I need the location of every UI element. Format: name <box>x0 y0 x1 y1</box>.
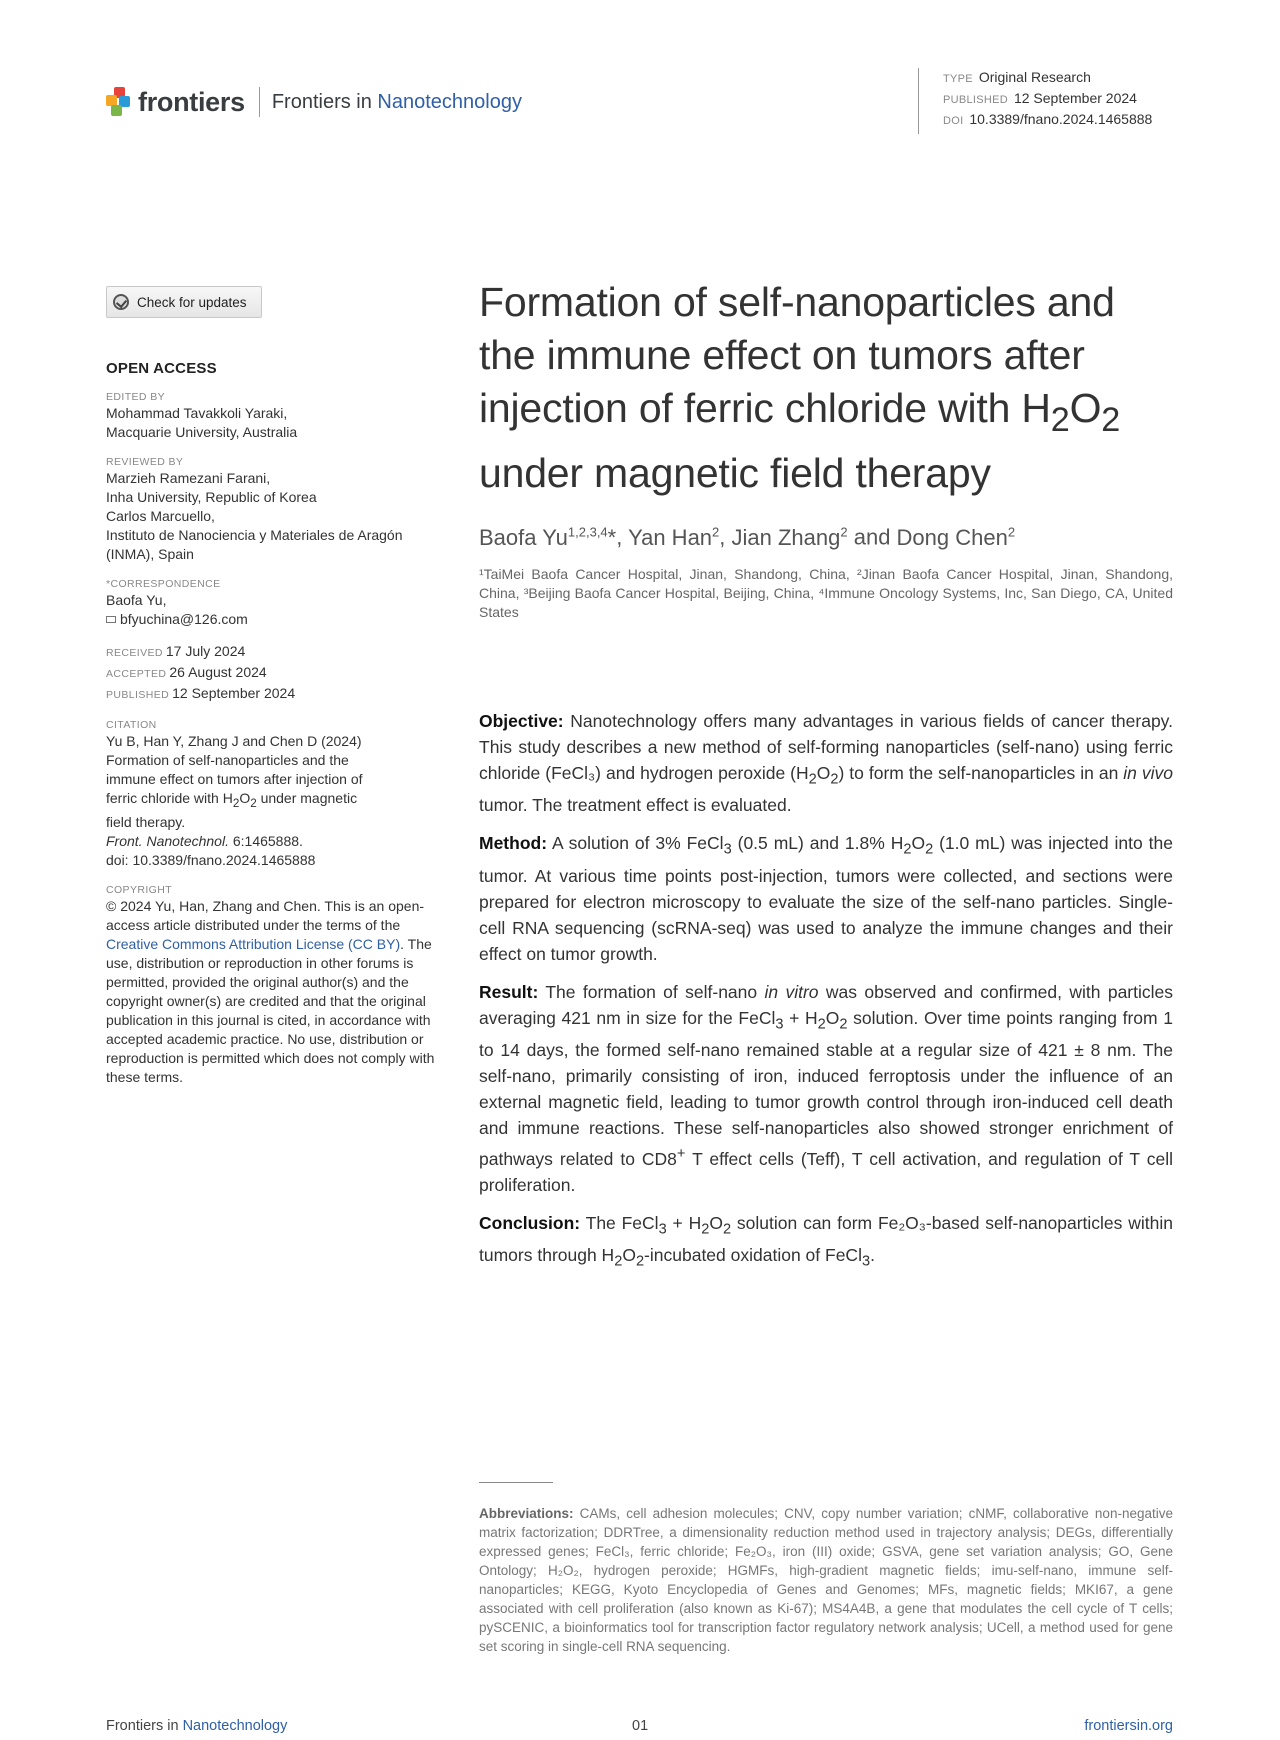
copyright-block <box>106 883 436 1087</box>
citation-line: Formation of self-nanoparticles and the <box>106 752 349 768</box>
doi-value[interactable]: 10.3389/fnano.2024.1465888 <box>969 111 1153 127</box>
citation-journal: Front. Nanotechnol. <box>106 832 229 849</box>
copyright-part: . The use, distribution or reproduction in other forums is permitted, provided the original author(s) and the copyright owner(s) are credited and that the original publication in this journal is cited, in accordance with accepted academic practice. No use, distribution or reproduction is permitted which does not comply with these terms. <box>106 935 435 1085</box>
abstract-italic: in vivo <box>1123 762 1173 783</box>
footer-journal-prefix: Frontiers in <box>106 1718 183 1734</box>
abbreviations <box>479 1504 1173 1656</box>
citation-doi[interactable]: doi: 10.3389/fnano.2024.1465888 <box>106 851 316 868</box>
subscript: 3 <box>658 1221 667 1238</box>
abstract-text: solution. Over time points ranging from 1 to 14 days, the formed self-nano remained stable at a regular size of 421 <box>479 1007 1173 1061</box>
article-main <box>479 276 1173 1287</box>
abstract-conclusion: Conclusion: The FeCl$_3$ + $H_2O_2$ solution can form Fe₂O₃-based self-nanoparticles within tumors through $H_2O_2$-incubated oxidation of FeCl$_3$. <box>479 1212 1173 1270</box>
citation-line: field therapy. <box>106 813 186 830</box>
accepted-label: ACCEPTED <box>106 668 167 680</box>
check-updates-button[interactable] <box>106 286 262 318</box>
citation-volume: 6:1465888. <box>228 832 303 849</box>
author[interactable] <box>897 525 1016 550</box>
footer-journal[interactable] <box>106 1718 287 1734</box>
subscript: 2 <box>817 1016 826 1033</box>
article-title: Formation of self-nanoparticles and the immune effect on tumors after injection of ferric chloride with $H_2O_2$ under magnetic field therapy <box>479 279 1121 497</box>
journal-name-highlight: Nanotechnology <box>377 90 522 113</box>
title-part: under magnetic field therapy <box>479 450 991 497</box>
meta-type <box>943 68 1152 89</box>
published-value: 12 September 2024 <box>1013 90 1137 106</box>
abstract-text: A solution of 3% FeCl <box>547 833 724 854</box>
journal-name <box>272 91 522 114</box>
reviewer-name: Carlos Marcuello, <box>106 508 215 524</box>
abstract-text: ) to form the self-nanoparticles in an <box>838 762 1124 783</box>
edited-by-label: EDITED BY <box>106 391 166 403</box>
journal-logo[interactable] <box>106 84 522 120</box>
reviewer-affiliation: Instituto de Nanociencia y Materiales de Aragón <box>106 527 403 543</box>
abstract-text: -incubated oxidation of FeCl <box>644 1245 862 1266</box>
subscript: 2 <box>701 1221 710 1238</box>
reviewer-affiliation: Inha University, Republic of Korea <box>106 489 317 505</box>
accepted-date: 26 August 2024 <box>169 664 267 680</box>
citation-line: ferric chloride with $H_2O_2$ under magnetic <box>106 790 358 810</box>
editor-name: Mohammad Tavakkoli Yaraki, <box>106 405 288 421</box>
abstract-text: + H <box>666 1212 702 1233</box>
subscript: 3 <box>723 841 732 858</box>
subscript: 3 <box>775 1016 784 1033</box>
meta-published <box>943 89 1152 110</box>
abstract-text: (1.0 mL) was injected into the tumor. At various time points post-injection, tumors were collected, and sections were prepared for electron microscopy to evaluate the size of the self-nano particles. Single-cell RNA sequencing (scRNA-seq) was used to analyze the immune changes and their effect on tumor growth. <box>479 833 1173 964</box>
published-label: PUBLISHED <box>943 94 1009 106</box>
editor-affiliation: Macquarie University, Australia <box>106 424 298 440</box>
correspondence-name: Baofa Yu, <box>106 592 167 608</box>
author-separator: , <box>719 524 732 550</box>
author-affil-marker: 1,2,3,4 <box>567 524 608 540</box>
meta-doi <box>943 110 1152 131</box>
subscript: 2 <box>925 841 934 858</box>
author[interactable] <box>479 525 616 550</box>
published-row <box>106 684 436 705</box>
abbreviations-text: CAMs, cell adhesion molecules; CNV, copy number variation; cNMF, collaborative non-negative matrix factorization; DDRTree, a dimensionality reduction method used in trajectory analysis; DEGs, differentially expressed genes; FeCl₃, ferric chloride; Fe₂O₃, iron (III) oxide; GSVA, gene set variation analysis; GO, Gene Ontology; H₂O₂, hydrogen peroxide; HGMFs, high-gradient magnetic fields; imu-self-nano, immune self-nanoparticles; KEGG, Kyoto Encyclopedia of Genes and Genomes; MFs, magnetic fields; MKI67, a gene associated with cell proliferation (also known as Ki-67); MS4A4B, a gene that modulates the cell cycle of T cells; pySCENIC, a bioinformatics tool for transcription factor regulatory network analysis; UCell, a method used for gene set scoring in single-cell RNA sequencing. <box>479 1506 1173 1654</box>
subscript: 2 <box>1101 401 1121 440</box>
section-head: Result: <box>479 981 539 1002</box>
title-part: Formation of self-nanoparticles and the immune effect on tumors after injection of ferric chloride with H <box>479 279 1115 431</box>
received-label: RECEIVED <box>106 647 163 659</box>
abstract-text: (0.5 mL) and 1.8% H <box>731 833 904 854</box>
citation-block <box>106 718 436 870</box>
reviewed-by-block <box>106 455 436 564</box>
abstract-text: 8 nm. The self-nano, primarily consisting of iron, induced ferroptosis under the influence of an external magnetic field, leading to tumor growth control through iron-induced cell death and immune reactions. These self-nanoparticles also showed stronger enrichment of pathways related to CD8 <box>479 1040 1173 1169</box>
footer-site-link[interactable]: frontiersin.org <box>1084 1718 1173 1734</box>
author-list <box>479 524 1173 550</box>
abstract-text: + H <box>783 1007 818 1028</box>
subscript: 2 <box>722 1221 732 1238</box>
published-label: PUBLISHED <box>106 689 170 701</box>
received-row <box>106 642 436 663</box>
mail-icon <box>106 616 116 623</box>
superscript: + <box>676 1146 686 1163</box>
type-value: Original Research <box>978 69 1091 85</box>
citation-text: under magnetic <box>256 790 358 806</box>
check-updates-icon <box>113 294 129 310</box>
author-name: Dong Chen <box>896 524 1008 550</box>
abstract-text: T effect cells (Teff), T cell activation, and regulation of T cell proliferation. <box>479 1148 1173 1195</box>
author-name: Baofa Yu <box>479 524 568 550</box>
received-date: 17 July 2024 <box>165 643 246 659</box>
citation-text: ferric chloride with H <box>106 790 233 806</box>
article-meta <box>918 68 1152 134</box>
frontiers-logo-icon <box>106 87 132 117</box>
section-head: Objective: <box>479 710 564 731</box>
brand-name: frontiers <box>138 86 245 117</box>
subscript: 2 <box>903 841 912 858</box>
abstract-text: solution can form Fe₂O₃-based self-nanoparticles within tumors through H <box>479 1212 1173 1266</box>
edited-by-block <box>106 390 436 442</box>
subscript: 2 <box>250 796 257 810</box>
author-affil-marker: 2 <box>1007 524 1016 540</box>
corresponding-marker: * <box>607 524 617 550</box>
accepted-row <box>106 663 436 684</box>
abstract-method: Method: A solution of 3% FeCl$_3$ (0.5 mL) and 1.8% $H_2O_2$ (1.0 mL) was injected into the tumor. At various time points post-injection, tumors were collected, and sections were prepared for electron microscopy to evaluate the size of the self-nano particles. Single-cell RNA sequencing (scRNA-seq) was used to analyze the immune changes and their effect on tumor growth. <box>479 833 1173 964</box>
author[interactable] <box>628 525 719 550</box>
check-updates-label: Check for updates <box>137 294 247 310</box>
subscript: 2 <box>808 771 817 788</box>
footer-journal-name: Nanotechnology <box>182 1718 288 1734</box>
author-name: Yan Han <box>628 524 713 550</box>
subscript: 3 <box>861 1253 871 1270</box>
reviewer-name: Marzieh Ramezani Farani, <box>106 470 271 486</box>
abstract-text: Nanotechnology offers many advantages in various fields of cancer therapy. This study describes a new method of self-forming nanoparticles (self-nano) using ferric chloride (FeCl₃) and hydrogen peroxide (H <box>479 710 1173 783</box>
author-affil-marker: 2 <box>712 524 720 540</box>
sidebar <box>106 286 436 1087</box>
correspondence-block <box>106 577 436 629</box>
author-separator: and <box>847 524 897 550</box>
citation-line <box>106 832 436 851</box>
author-separator: , <box>616 524 629 550</box>
footnote-divider <box>479 1482 553 1483</box>
citation-line: immune effect on tumors after injection of <box>106 771 363 787</box>
abstract-italic: in vitro <box>764 981 819 1002</box>
correspondence-label: *CORRESPONDENCE <box>106 578 221 590</box>
section-head: Conclusion: <box>479 1212 581 1233</box>
abstract-text: . <box>870 1245 875 1266</box>
citation-label: CITATION <box>106 719 157 731</box>
dates-block <box>106 642 436 705</box>
abstract-text: was observed and confirmed, with particles averaging 421 nm in size for the FeCl <box>479 981 1174 1028</box>
license-link[interactable]: Creative Commons Attribution License (CC BY) <box>106 935 401 952</box>
type-label: TYPE <box>943 73 973 85</box>
journal-prefix: Frontiers in <box>271 90 378 113</box>
abstract-objective: Objective: Nanotechnology offers many advantages in various fields of cancer therapy. This study describes a new method of self-forming nanoparticles (self-nano) using ferric chloride (FeCl₃) and hydrogen peroxide $(H_2O_2)$ to form the self-nanoparticles in an in vivo tumor. The treatment effect is evaluated. <box>479 710 1173 816</box>
abstract-text: The FeCl <box>580 1212 659 1233</box>
subscript: 2 <box>1050 401 1070 440</box>
abbreviations-head: Abbreviations: <box>479 1506 574 1521</box>
author-name: Jian Zhang <box>731 524 841 550</box>
subscript: 2 <box>614 1253 623 1270</box>
subscript: 2 <box>839 1016 848 1033</box>
section-head: Method: <box>479 833 548 854</box>
abstract-text: The formation of self-nano <box>538 981 765 1002</box>
author[interactable] <box>732 525 848 550</box>
open-access-heading: OPEN ACCESS <box>106 360 217 377</box>
subscript: 2 <box>830 771 839 788</box>
citation-line: Yu B, Han Y, Zhang J and Chen D (2024) <box>106 733 362 749</box>
reviewer-affiliation: (INMA), Spain <box>106 546 194 562</box>
copyright-text <box>106 897 436 1087</box>
correspondence-email-row <box>106 610 436 629</box>
copyright-label: COPYRIGHT <box>106 883 173 896</box>
author-affil-marker: 2 <box>840 524 848 540</box>
correspondence-email[interactable]: bfyuchina@126.com <box>120 611 248 627</box>
page-number: 01 <box>632 1718 649 1734</box>
abstract-text: tumor. The treatment effect is evaluated. <box>479 795 792 816</box>
copyright-part: © 2024 Yu, Han, Zhang and Chen. This is an open-access article distributed under the terms of the <box>106 897 425 933</box>
published-date: 12 September 2024 <box>172 685 296 701</box>
abstract <box>479 708 1173 1275</box>
doi-label: DOI <box>943 115 964 127</box>
subscript: 2 <box>232 796 240 810</box>
subscript: 2 <box>635 1253 645 1270</box>
abstract-result: Result: The formation of self-nano in vitro was observed and confirmed, with particles averaging 421 nm in size for the FeCl$_3$ + $H_2O_2$ solution. Over time points ranging from 1 to 14 days, the formed self-nano remained stable at a regular size of 421 ± 8 nm. The self-nano, primarily consisting of iron, induced ferroptosis under the influence of an external magnetic field, leading to tumor growth control through iron-induced cell death and immune reactions. These self-nanoparticles also showed stronger enrichment of pathways related to CD8+ T effect cells (Teff), T cell activation, and regulation of T cell proliferation. <box>479 981 1174 1195</box>
reviewed-by-label: REVIEWED BY <box>106 456 184 468</box>
logo-divider <box>259 87 260 117</box>
affiliations: ¹TaiMei Baofa Cancer Hospital, Jinan, Shandong, China, ²Jinan Baofa Cancer Hospital, Jinan, Shandong, China, ³Beijing Baofa Cancer Hospital, Beijing, China, ⁴Immune Oncology Systems, Inc, San Diego, CA, United States <box>479 565 1173 620</box>
plus-minus: ± <box>1074 1040 1084 1061</box>
